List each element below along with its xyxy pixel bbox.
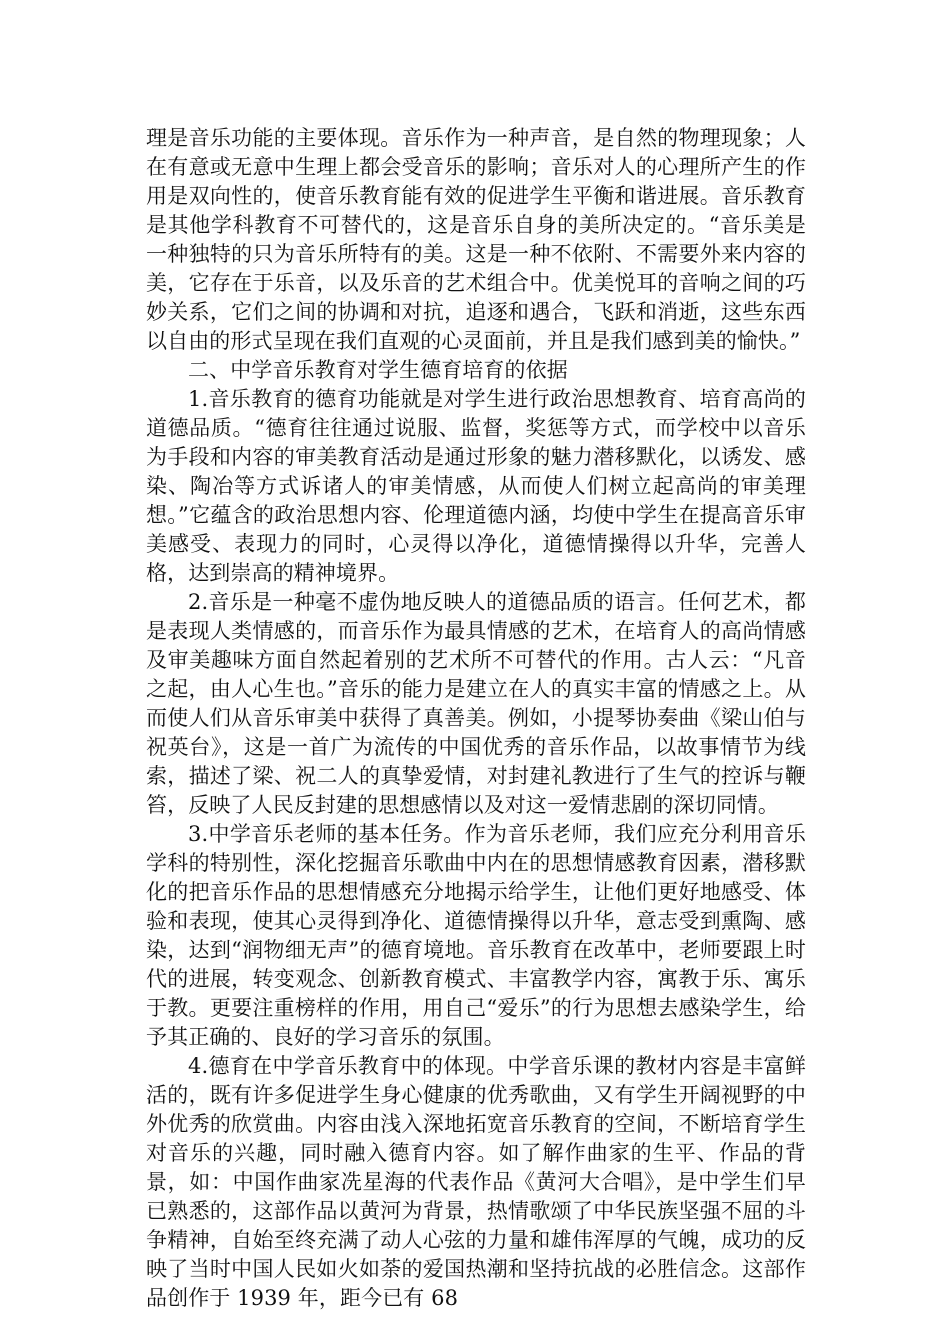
paragraph-point-1: 1.音乐教育的德育功能就是对学生进行政治思想教育、培育高尚的道德品质。“德育往往通过说服、监督，奖惩等方式，而学校中以音乐为手段和内容的审美教育活动是通过形象的魅力潜移默化，以诱发、感染、陶冶等方式诉诸人的审美情感，从而使人们树立起高尚的审美理想。”它蕴含的政治思想内容、伦理道德内涵，均使中学生在提高音乐审美感受、表现力的同时，心灵得以净化，道德情操得以升华，完善人格，达到崇高的精神境界。: [146, 387, 806, 585]
paragraph-point-4: 4.德育在中学音乐教育中的体现。中学音乐课的教材内容是丰富鲜活的，既有许多促进学生身心健康的优秀歌曲，又有学生开阔视野的中外优秀的欣赏曲。内容由浅入深地拓宽音乐教育的空间，不断培育学生对音乐的兴趣，同时融入德育内容。如了解作曲家的生平、作品的背景，如：中国作曲家冼星海的代表作品《黄河大合唱》，是中学生们早已熟悉的，这部作品以黄河为背景，热情歌颂了中华民族坚强不屈的斗争精神，自始至终充满了动人心弦的力量和雄伟浑厚的气魄，成功的反映了当时中国人民如火如荼的爱国热潮和坚持抗战的必胜信念。这部作品创作于 1939 年，距今已有 68: [146, 1054, 806, 1310]
paragraph-point-3: 3.中学音乐老师的基本任务。作为音乐老师，我们应充分利用音乐学科的特别性，深化挖掘音乐歌曲中内在的思想情感教育因素，潜移默化的把音乐作品的思想情感充分地揭示给学生，让他们更好地感受、体验和表现，使其心灵得到净化、道德情操得以升华，意志受到熏陶、感染，达到“润物细无声”的德育境地。音乐教育在改革中，老师要跟上时代的进展，转变观念、创新教育模式、丰富教学内容，寓教于乐、寓乐于教。更要注重榜样的作用，用自己“爱乐”的行为思想去感染学生，给予其正确的、良好的学习音乐的氛围。: [146, 822, 806, 1049]
paragraph-continuation: 理是音乐功能的主要体现。音乐作为一种声音，是自然的物理现象；人在有意或无意中生理上都会受音乐的影响；音乐对人的心理所产生的作用是双向性的，使音乐教育能有效的促进学生平衡和谐进展。音乐教育是其他学科教育不可替代的，这是音乐自身的美所决定的。“音乐美是一种独特的只为音乐所特有的美。这是一种不依附、不需要外来内容的美，它存在于乐音，以及乐音的艺术组合中。优美悦耳的音响之间的巧妙关系，它们之间的协调和对抗，追逐和遇合，飞跃和消逝，这些东西以自由的形式呈现在我们直观的心灵面前，并且是我们感到美的愉快。”: [146, 126, 806, 353]
paragraph-point-2: 2.音乐是一种毫不虚伪地反映人的道德品质的语言。任何艺术，都是表现人类情感的，而音乐作为最具情感的艺术，在培育人的高尚情感及审美趣味方面自然起着别的艺术所不可替代的作用。古人云：“凡音之起，由人心生也。”音乐的能力是建立在人的真实丰富的情感之上。从而使人们从音乐审美中获得了真善美。例如，小提琴协奏曲《梁山伯与祝英台》，这是一首广为流传的中国优秀的音乐作品，以故事情节为线索，描述了梁、祝二人的真挚爱情，对封建礼教进行了生气的控诉与鞭笞，反映了人民反封建的思想感情以及对这一爱情悲剧的深切同情。: [146, 590, 806, 817]
section-heading: 二、中学音乐教育对学生德育培育的依据: [188, 358, 568, 382]
document-body: [146, 124, 806, 1313]
